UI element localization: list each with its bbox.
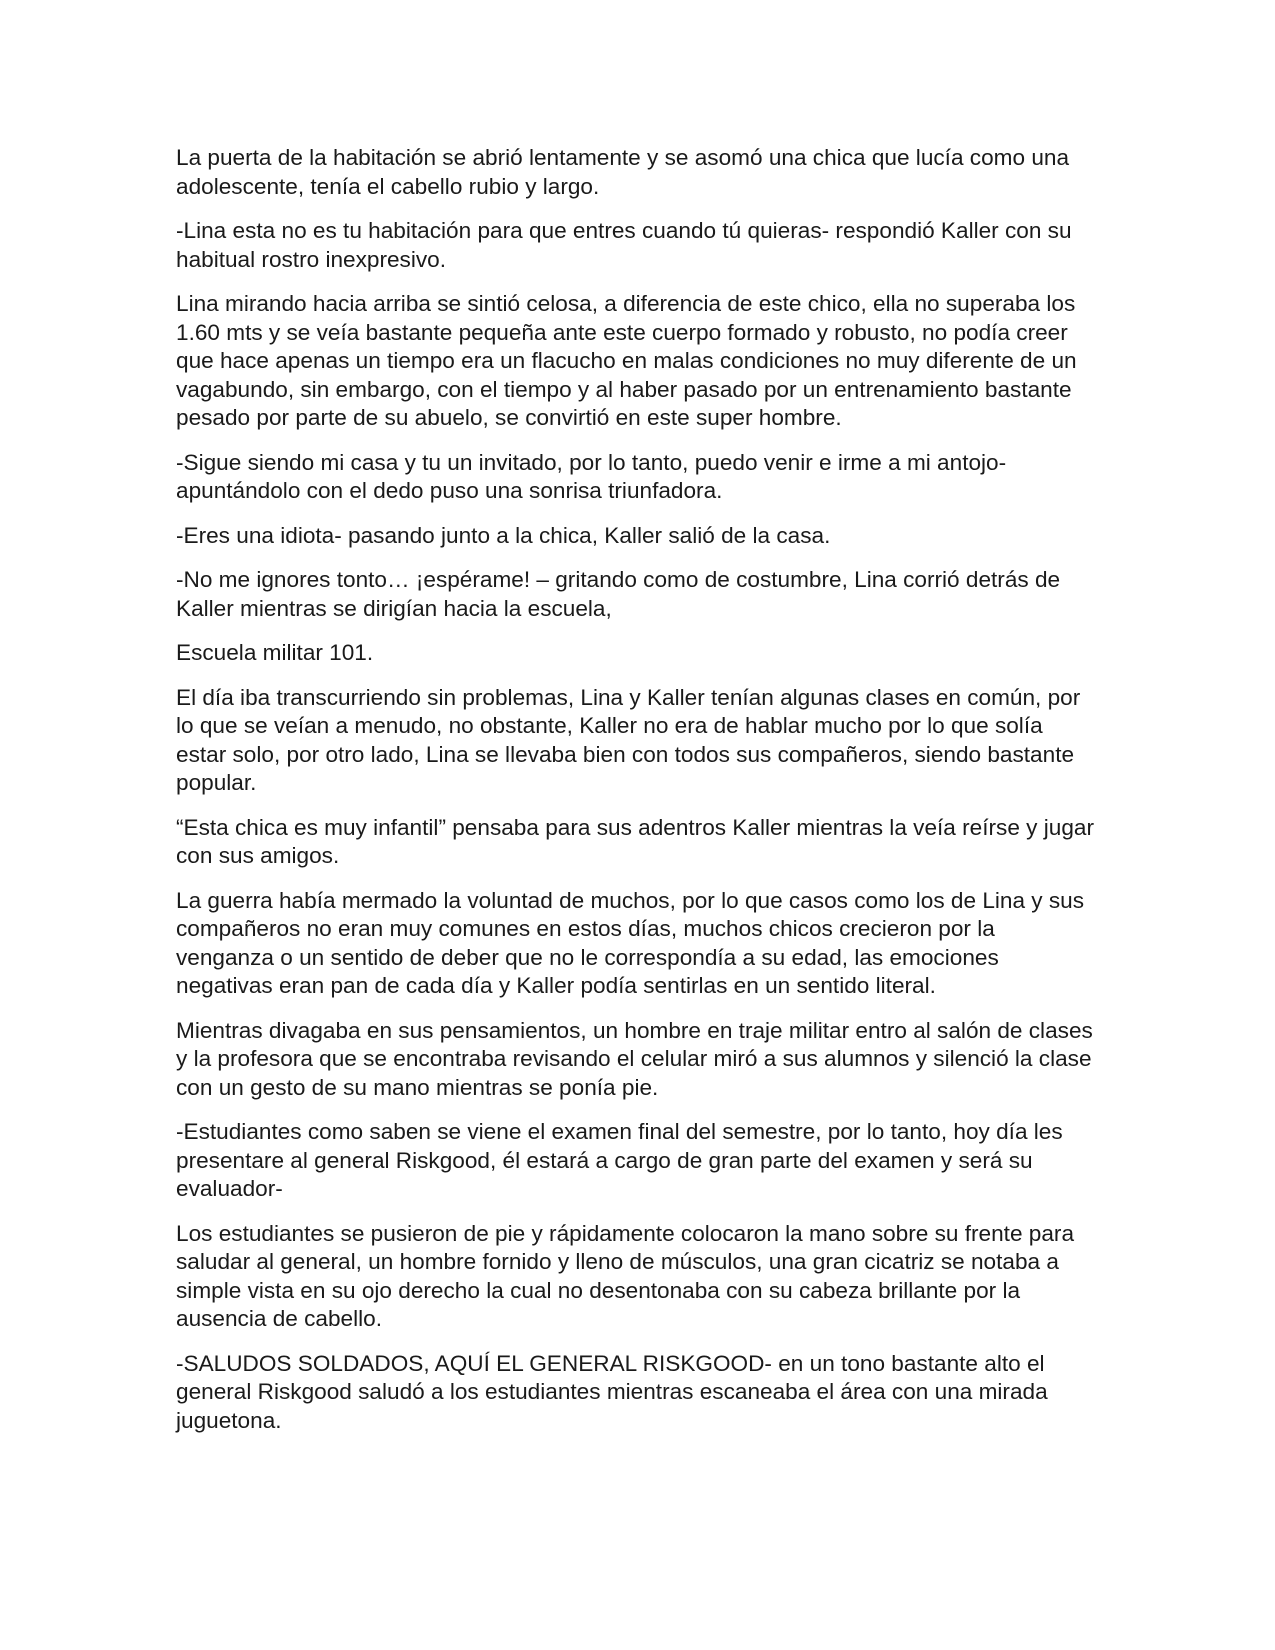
paragraph-2: -Lina esta no es tu habitación para que entres cuando tú quieras- respondió Kaller con su habitual rostro inexpresivo. [176,218,1072,272]
paragraph-7: Escuela militar 101. [176,640,374,665]
paragraph-3: Lina mirando hacia arriba se sintió celosa, a diferencia de este chico, ella no superaba los 1.60 mts y se veía bastante pequeña ante este cuerpo formado y robusto, no podía creer que hace apenas un tiempo era un flacucho en malas condiciones no muy diferente de un vagabundo, sin embargo, con el tiempo y al haber pasado por un entrenamiento bastante pesado por parte de su abuelo, se convirtió en este super hombre. [176,291,1077,430]
paragraph-11: Mientras divagaba en sus pensamientos, un hombre en traje militar entro al salón de clases y la profesora que se encontraba revisando el celular miró a sus alumnos y silenció la clase con un gesto de su mano mientras se ponía pie. [176,1017,1093,1100]
paragraph-6: -No me ignores tonto… ¡espérame! – gritando como de costumbre, Lina corrió detrás de Kaller mientras se dirigían hacia la escuela, [176,567,1061,621]
paragraph-13: Los estudiantes se pusieron de pie y rápidamente colocaron la mano sobre su frente para saludar al general, un hombre fornido y lleno de músculos, una gran cicatriz se notaba a simple vista en su ojo derecho la cual no desentonaba con su cabeza brillante por la ausencia de cabello. [176,1220,1075,1331]
paragraph-1: La puerta de la habitación se abrió lentamente y se asomó una chica que lucía como una adolescente, tenía el cabello rubio y largo. [176,145,1070,199]
paragraph-5: -Eres una idiota- pasando junto a la chica, Kaller salió de la casa. [176,522,831,548]
body-text [176,144,1096,1451]
paragraph-12: -Estudiantes como saben se viene el examen final del semestre, por lo tanto, hoy día les presentare al general Riskgood, él estará a cargo de gran parte del examen y será su evaluador- [176,1119,1063,1201]
paragraph-10: La guerra había mermado la voluntad de muchos, por lo que casos como los de Lina y sus compañeros no eran muy comunes en estos días, muchos chicos crecieron por la venganza o un sentido de deber que no le correspondía a su edad, las emociones negativas eran pan de cada día y Kaller podía sentirlas en un sentido literal. [176,887,1085,998]
paragraph-9: “Esta chica es muy infantil” pensaba para sus adentros Kaller mientras la veía reírse y jugar con sus amigos. [176,814,1094,868]
paragraph-4: -Sigue siendo mi casa y tu un invitado, por lo tanto, puedo venir e irme a mi antojo- apuntándolo con el dedo puso una sonrisa triunfadora. [176,449,1007,503]
paragraph-8: El día iba transcurriendo sin problemas, Lina y Kaller tenían algunas clases en común, por lo que se veían a menudo, no obstante, Kaller no era de hablar mucho por lo que solía estar solo, por otro lado, Lina se llevaba bien con todos sus compañeros, siendo bastante popular. [176,684,1081,795]
paragraph-14: -SALUDOS SOLDADOS, AQUÍ EL GENERAL RISKGOOD- en un tono bastante alto el general Riskgood saludó a los estudiantes mientras escaneaba el área con una mirada juguetona. [176,1350,1048,1433]
